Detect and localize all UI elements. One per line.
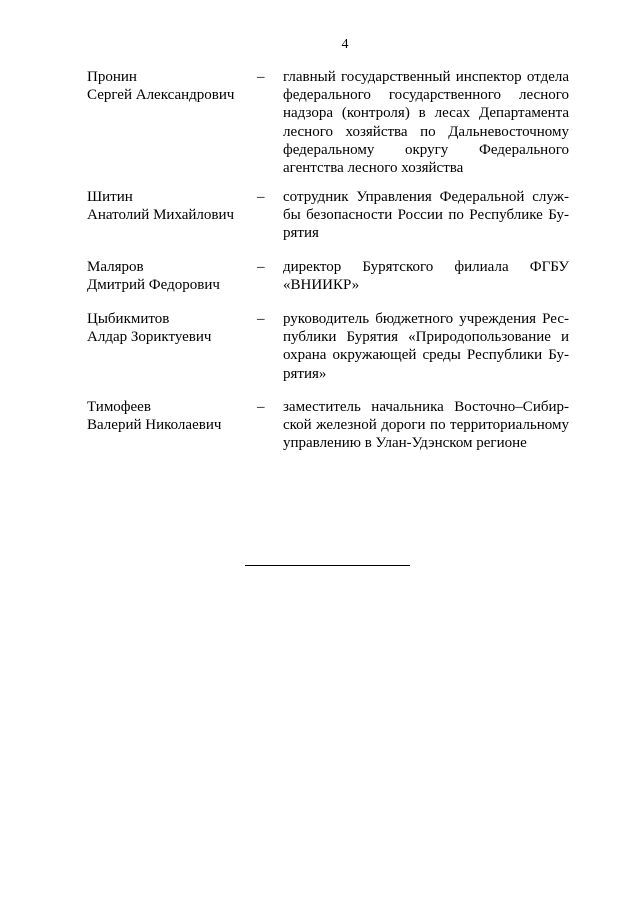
page-number: 4 (341, 37, 349, 52)
dash-separator: – (257, 311, 265, 327)
member-position (283, 258, 569, 294)
position-line: охрана окружающей среды Республики Бу- (283, 347, 569, 364)
position-line: публики Бурятия «Природопользование и (283, 329, 569, 346)
member-given-name: Алдар Зориктуевич (87, 329, 212, 346)
position-line: директор Бурятского филиала ФГБУ (283, 259, 569, 275)
member-name (87, 398, 257, 434)
position-line: заместитель начальника Восточно–Сибир- (283, 399, 569, 415)
position-line: федерального государственного лесного (283, 87, 569, 104)
position-line: федеральному округу Федерального (283, 141, 569, 158)
position-line: главный государственный инспектор отдела (283, 69, 569, 85)
member-given-name: Анатолий Михайлович (87, 207, 235, 224)
position-line: управлению в Улан-Удэнском регионе (283, 435, 527, 452)
position-line: лесного хозяйства по Дальневосточному (283, 123, 569, 140)
closing-rule (245, 565, 410, 566)
member-position (283, 68, 569, 177)
position-line: надзора (контроля) в лесах Департамента (283, 105, 569, 122)
dash-separator: – (257, 259, 265, 275)
member-surname: Маляров (87, 259, 144, 275)
member-position (283, 398, 569, 453)
dash-separator: – (257, 69, 265, 85)
position-line: «ВНИИКР» (283, 277, 360, 294)
position-line: руководитель бюджетного учреждения Рес- (283, 311, 569, 327)
position-line: рятия (283, 225, 319, 242)
member-position (283, 310, 569, 383)
position-line: ской железной дороги по территориальному (283, 417, 569, 434)
position-line: агентства лесного хозяйства (283, 159, 464, 176)
member-name (87, 188, 257, 224)
member-name (87, 68, 257, 104)
member-position (283, 188, 569, 243)
member-surname: Пронин (87, 69, 137, 85)
member-surname: Цыбикмитов (87, 311, 170, 327)
member-name (87, 258, 257, 294)
member-given-name: Сергей Александрович (87, 87, 235, 104)
position-line: сотрудник Управления Федеральной служ- (283, 189, 569, 205)
member-given-name: Дмитрий Федорович (87, 277, 220, 294)
dash-separator: – (257, 399, 265, 415)
position-line: бы безопасности России по Республике Бу- (283, 207, 569, 224)
member-surname: Шитин (87, 189, 133, 205)
dash-separator: – (257, 189, 265, 205)
member-name (87, 310, 257, 346)
member-surname: Тимофеев (87, 399, 151, 415)
member-given-name: Валерий Николаевич (87, 417, 222, 434)
position-line: рятия» (283, 365, 327, 382)
